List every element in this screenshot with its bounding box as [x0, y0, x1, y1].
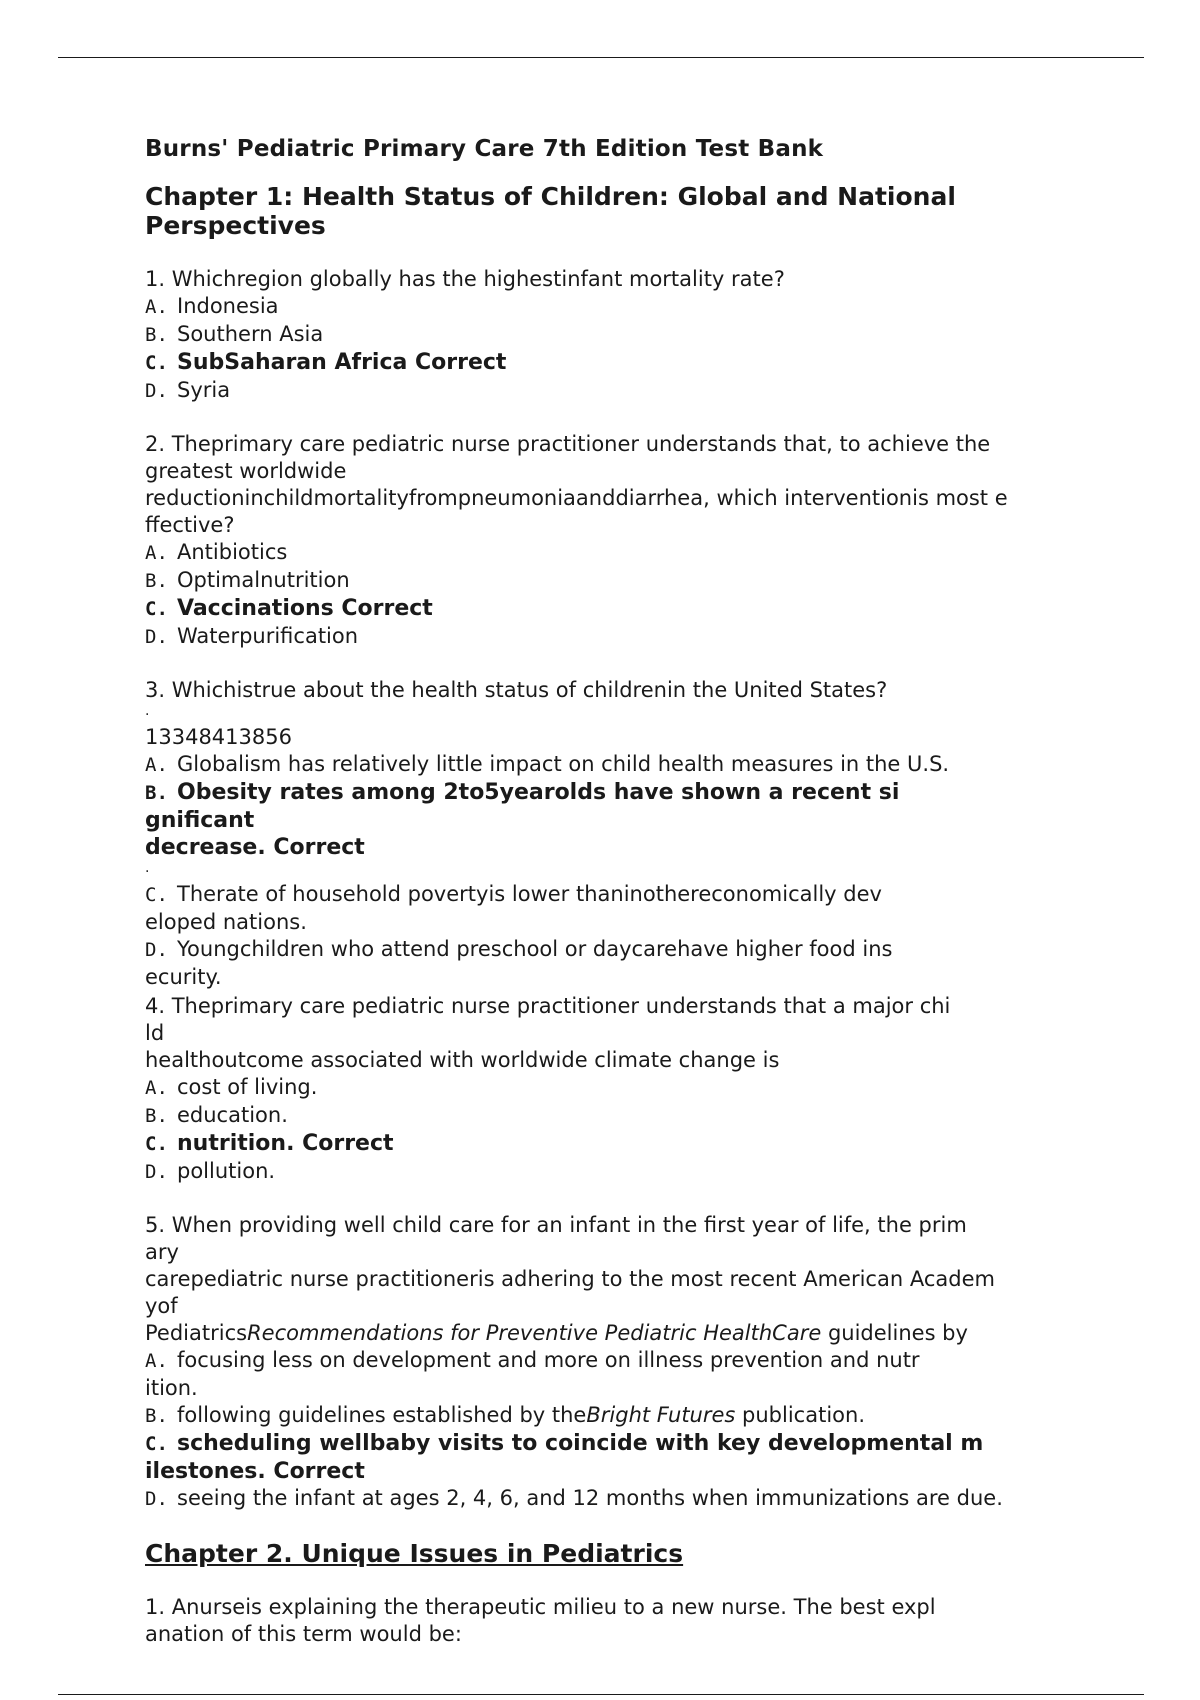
- question-5-option-c-line-2: ilestones. Correct: [145, 1459, 365, 1484]
- question-1-option-c-correct: C. SubSaharan Africa Correct: [145, 350, 507, 375]
- question-5-option-b: B. following guidelines established by theBright Futures publication.: [145, 1403, 865, 1427]
- question-2-option-a: A. Antibiotics: [145, 540, 288, 564]
- bottom-rule: [58, 1694, 1144, 1695]
- question-2: [145, 431, 1135, 651]
- question-1-stem: 1. Whichregion globally has the highestinfant mortality rate?: [145, 267, 785, 291]
- stray-dot-2: .: [145, 860, 150, 876]
- question-5-stem-line-2: ary: [145, 1240, 179, 1264]
- question-1-option-a: A. Indonesia: [145, 294, 279, 318]
- question-3-stem: 3. Whichistrue about the health status of childrenin the United States?: [145, 678, 888, 702]
- question-3: [145, 677, 1135, 991]
- question-3-option-d: D. Youngchildren who attend preschool or daycarehave higher food ins: [145, 937, 893, 961]
- question-4-option-b: B. education.: [145, 1103, 288, 1127]
- question-3-option-d-line-2: ecurity.: [145, 965, 222, 989]
- question-3-option-c-line-2: eloped nations.: [145, 910, 307, 934]
- question-3-option-c: C. Therate of household povertyis lower thaninothereconomically dev: [145, 882, 882, 906]
- question-5-option-a-line-2: ition.: [145, 1376, 198, 1400]
- question-5-option-c-correct: C. scheduling wellbaby visits to coincide with key developmental m: [145, 1431, 984, 1456]
- chapter-2-heading: Chapter 2. Unique Issues in Pediatrics: [145, 1539, 684, 1568]
- question-2-stem-line-1: 2. Theprimary care pediatric nurse practitioner understands that, to achieve the: [145, 432, 991, 456]
- question-4-stem-line-1: 4. Theprimary care pediatric nurse practitioner understands that a major chi: [145, 994, 951, 1018]
- question-4-option-a: A. cost of living.: [145, 1075, 318, 1099]
- question-5-stem-line-4: yof: [145, 1294, 178, 1318]
- chapter-1-heading: Chapter 1: Health Status of Children: Global and National Perspectives: [145, 182, 956, 240]
- document-title: Burns' Pediatric Primary Care 7th Edition Test Bank: [145, 136, 824, 162]
- question-3-number: 13348413856: [145, 725, 292, 749]
- question-4: [145, 993, 1135, 1186]
- question-2-option-d: D. Waterpurification: [145, 624, 359, 648]
- question-1: [145, 266, 1135, 405]
- question-3-option-b-correct: B. Obesity rates among 2to5yearolds have shown a recent si: [145, 780, 900, 805]
- document-page: [145, 136, 1135, 1648]
- question-5-option-a: A. focusing less on development and more on illness prevention and nutr: [145, 1348, 920, 1372]
- question-1-option-d: D. Syria: [145, 378, 231, 402]
- question-3-option-a: A. Globalism has relatively little impact on child health measures in the U.S.: [145, 752, 950, 776]
- question-5-stem-line-1: 5. When providing well child care for an infant in the first year of life, the prim: [145, 1213, 967, 1237]
- question-4-option-c-correct: C. nutrition. Correct: [145, 1131, 394, 1156]
- question-3-option-b-line-3: decrease. Correct: [145, 835, 365, 860]
- stray-dot: .: [145, 703, 150, 719]
- chapter-2-question-1-stem-line-2: anation of this term would be:: [145, 1622, 462, 1646]
- question-2-stem-line-4: ffective?: [145, 513, 235, 537]
- question-5-option-d: D. seeing the infant at ages 2, 4, 6, and 12 months when immunizations are due.: [145, 1486, 1003, 1510]
- question-5: [145, 1212, 1135, 1513]
- question-5-stem-line-3: carepediatric nurse practitioneris adhering to the most recent American Academ: [145, 1267, 995, 1291]
- question-1-option-b: B. Southern Asia: [145, 322, 324, 346]
- question-4-stem-line-2: ld: [145, 1021, 165, 1045]
- question-5-stem-line-5: PediatricsRecommendations for Preventive Pediatric HealthCare guidelines by: [145, 1321, 968, 1345]
- question-2-stem-line-2: greatest worldwide: [145, 459, 347, 483]
- question-2-option-c-correct: C. Vaccinations Correct: [145, 596, 433, 621]
- question-4-option-d: D. pollution.: [145, 1159, 276, 1183]
- question-2-stem-line-3: reductioninchildmortalityfrompneumoniaanddiarrhea, which interventionis most e: [145, 486, 1008, 510]
- top-rule: [58, 57, 1144, 58]
- question-4-stem-line-3: healthoutcome associated with worldwide climate change is: [145, 1048, 780, 1072]
- chapter-2-question-1: [145, 1594, 1135, 1648]
- chapter-2-question-1-stem-line-1: 1. Anurseis explaining the therapeutic milieu to a new nurse. The best expl: [145, 1595, 936, 1619]
- question-2-option-b: B. Optimalnutrition: [145, 568, 350, 592]
- question-3-option-b-line-2: gnificant: [145, 808, 255, 833]
